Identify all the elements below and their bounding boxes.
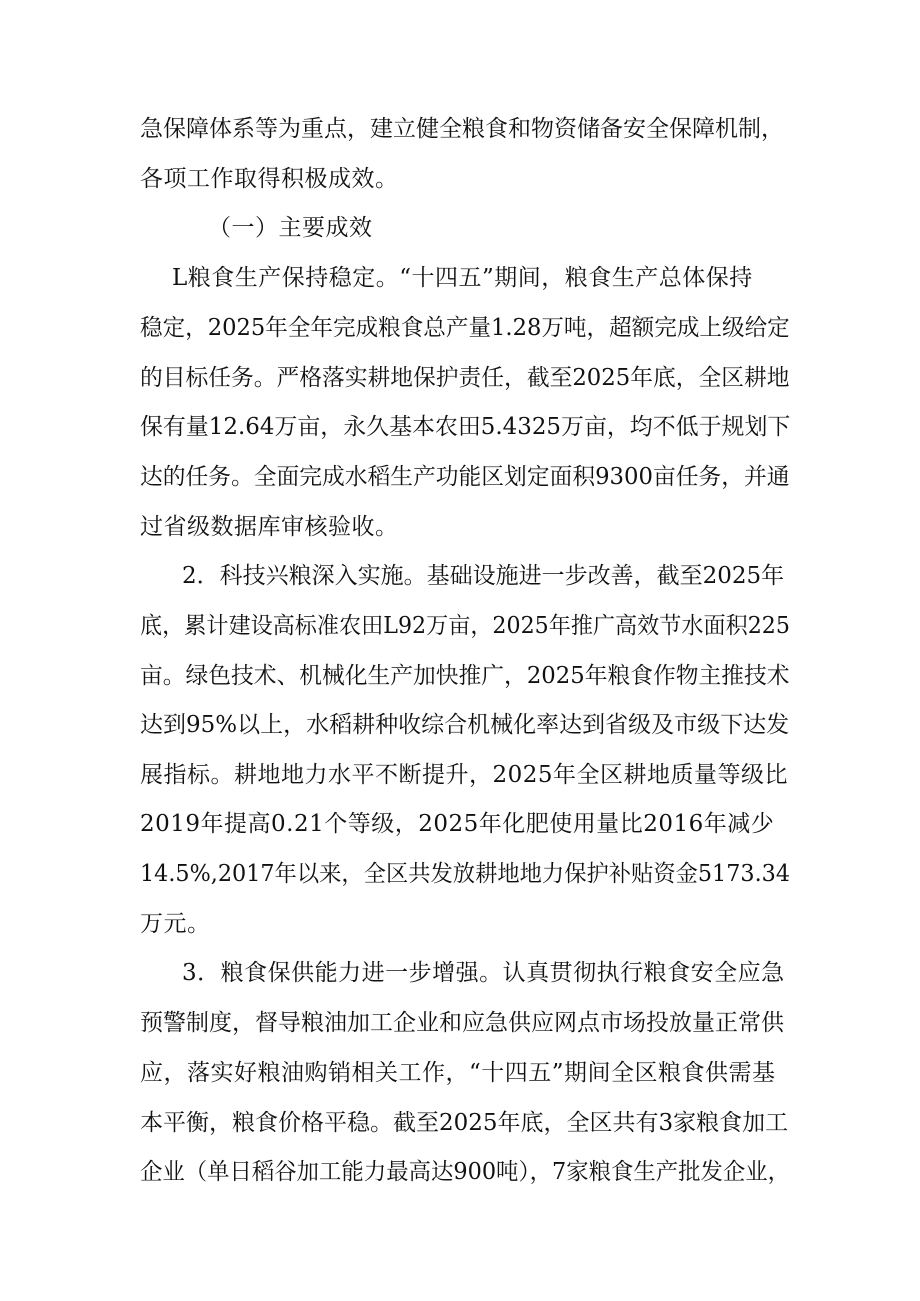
text-line: 底，累计建设高标准农田L92万亩，2025年推广高效节水面积225 — [140, 613, 790, 639]
section-heading: （一）主要成效 — [208, 215, 373, 241]
text-line: 本平衡，粮食价格平稳。截至2025年底，全区共有3家粮食加工 — [140, 1110, 789, 1136]
text-line: 达到95%以上，水稻耕种收综合机械化率达到省级及市级下达发 — [140, 712, 790, 738]
text-line: 的目标任务。严格落实耕地保护责任，截至2025年底，全区耕地 — [140, 365, 790, 391]
text-line: 保有量12.64万亩，永久基本农田5.4325万亩，均不低于规划下 — [140, 414, 791, 440]
text-line: 万元。 — [140, 911, 211, 937]
text-line: 过省级数据库审核验收。 — [140, 514, 399, 540]
text-line: 稳定，2025年全年完成粮食总产量1.28万吨，超额完成上级给定 — [140, 315, 790, 341]
text-line: 应，落实好粮油购销相关工作，“十四五”期间全区粮食供需基 — [140, 1060, 776, 1086]
text-line: 2019年提高0.21个等级，2025年化肥使用量比2016年减少 — [140, 811, 775, 837]
text-line: 达的任务。全面完成水稻生产功能区划定面积9300亩任务，并通 — [140, 464, 790, 490]
text-line: 14.5%,2017年以来，全区共发放耕地地力保护补贴资金5173.34 — [140, 861, 791, 887]
paragraph-3-start: 3．粮食保供能力进一步增强。认真贯彻执行粮食安全应急 — [182, 960, 785, 986]
text-line: 亩。绿色技术、机械化生产加快推广，2025年粮食作物主推技术 — [140, 663, 790, 689]
text-line: 展指标。耕地地力水平不断提升，2025年全区耕地质量等级比 — [140, 762, 789, 788]
text-line: 各项工作取得积极成效。 — [140, 166, 399, 192]
paragraph-1-start: L粮食生产保持稳定。“十四五”期间，粮食生产总体保持 — [172, 265, 753, 291]
text-line: 企业（单日稻谷加工能力最高达900吨），7家粮食生产批发企业， — [140, 1159, 791, 1185]
paragraph-2-start: 2．科技兴粮深入实施。基础设施进一步改善，截至2025年 — [182, 563, 785, 589]
text-line: 急保障体系等为重点，建立健全粮食和物资储备安全保障机制， — [140, 116, 784, 142]
text-line: 预警制度，督导粮油加工企业和应急供应网点市场投放量正常供 — [140, 1010, 784, 1036]
